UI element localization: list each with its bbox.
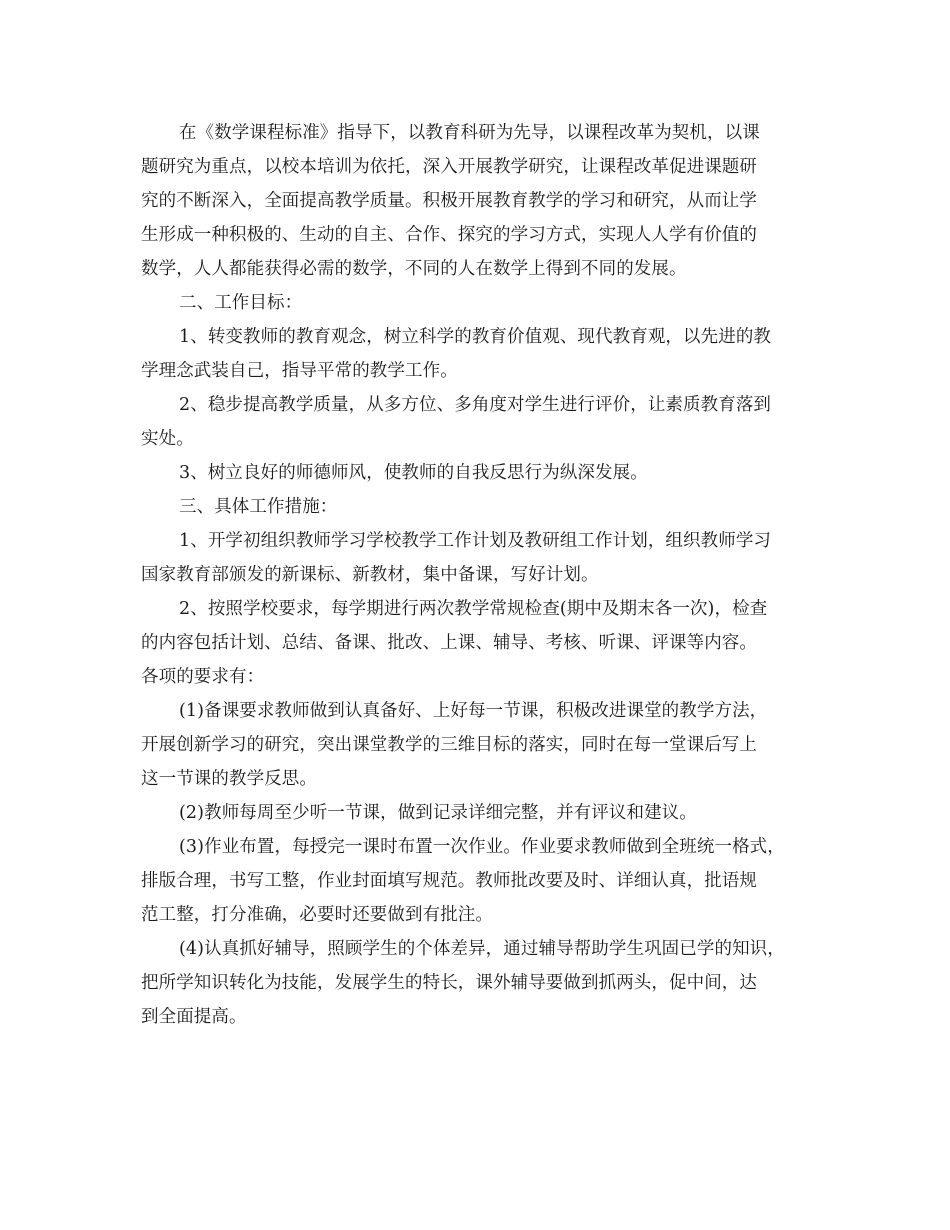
section-heading: 三、具体工作措施： [179, 497, 338, 517]
text-line: 的内容包括计划、总结、备课、批改、上课、辅导、考核、听课、评课等内容。 [141, 633, 757, 653]
text-line: (3)作业布置，每授完一课时布置一次作业。作业要求教师做到全班统一格式， [179, 837, 785, 857]
text-line: 这一节课的教学反思。 [141, 769, 317, 789]
text-line: 实处。 [141, 429, 194, 449]
text-line: 在《数学课程标准》指导下，以教育科研为先导，以课程改革为契机，以课 [179, 123, 760, 143]
text-line: 2、按照学校要求，每学期进行两次教学常规检查(期中及期末各一次)，检查 [179, 599, 768, 619]
text-line: 生形成一种积极的、生动的自主、合作、探究的学习方式，实现人人学有价值的 [141, 225, 757, 245]
text-line: 开展创新学习的研究，突出课堂教学的三维目标的落实，同时在每一堂课后写上 [141, 735, 757, 755]
text-line: (1)备课要求教师做到认真备好、上好每一节课，积极改进课堂的教学方法， [179, 701, 768, 721]
section-heading: 二、工作目标： [179, 293, 303, 313]
text-line: 各项的要求有： [141, 667, 265, 687]
text-line: 2、稳步提高教学质量，从多方位、多角度对学生进行评价，让素质教育落到 [179, 395, 772, 415]
text-line: 究的不断深入，全面提高教学质量。积极开展教育教学的学习和研究，从而让学 [141, 191, 757, 211]
text-line: 国家教育部颁发的新课标、新教材，集中备课，写好计划。 [141, 565, 599, 585]
text-line: 学理念武装自己，指导平常的教学工作。 [141, 361, 458, 381]
text-line: 1、开学初组织教师学习学校教学工作计划及教研组工作计划，组织教师学习 [179, 531, 772, 551]
document-body [141, 116, 811, 1034]
text-line: 数学，人人都能获得必需的数学，不同的人在数学上得到不同的发展。 [141, 259, 687, 279]
text-line: 范工整，打分准确，必要时还要做到有批注。 [141, 905, 493, 925]
text-line: 1、转变教师的教育观念，树立科学的教育价值观、现代教育观，以先进的教 [179, 327, 772, 347]
text-line: 把所学知识转化为技能，发展学生的特长，课外辅导要做到抓两头，促中间，达 [141, 973, 757, 993]
text-line: 3、树立良好的师德师风，使教师的自我反思行为纵深发展。 [179, 463, 648, 483]
text-line: (4)认真抓好辅导，照顾学生的个体差异，通过辅导帮助学生巩固已学的知识， [179, 939, 785, 959]
text-line: 到全面提高。 [141, 1007, 247, 1027]
text-line: 排版合理，书写工整，作业封面填写规范。教师批改要及时、详细认真，批语规 [141, 871, 757, 891]
text-line: 题研究为重点，以校本培训为依托，深入开展教学研究，让课程改革促进课题研 [141, 157, 757, 177]
text-line: (2)教师每周至少听一节课，做到记录详细完整，并有评议和建议。 [179, 803, 697, 823]
